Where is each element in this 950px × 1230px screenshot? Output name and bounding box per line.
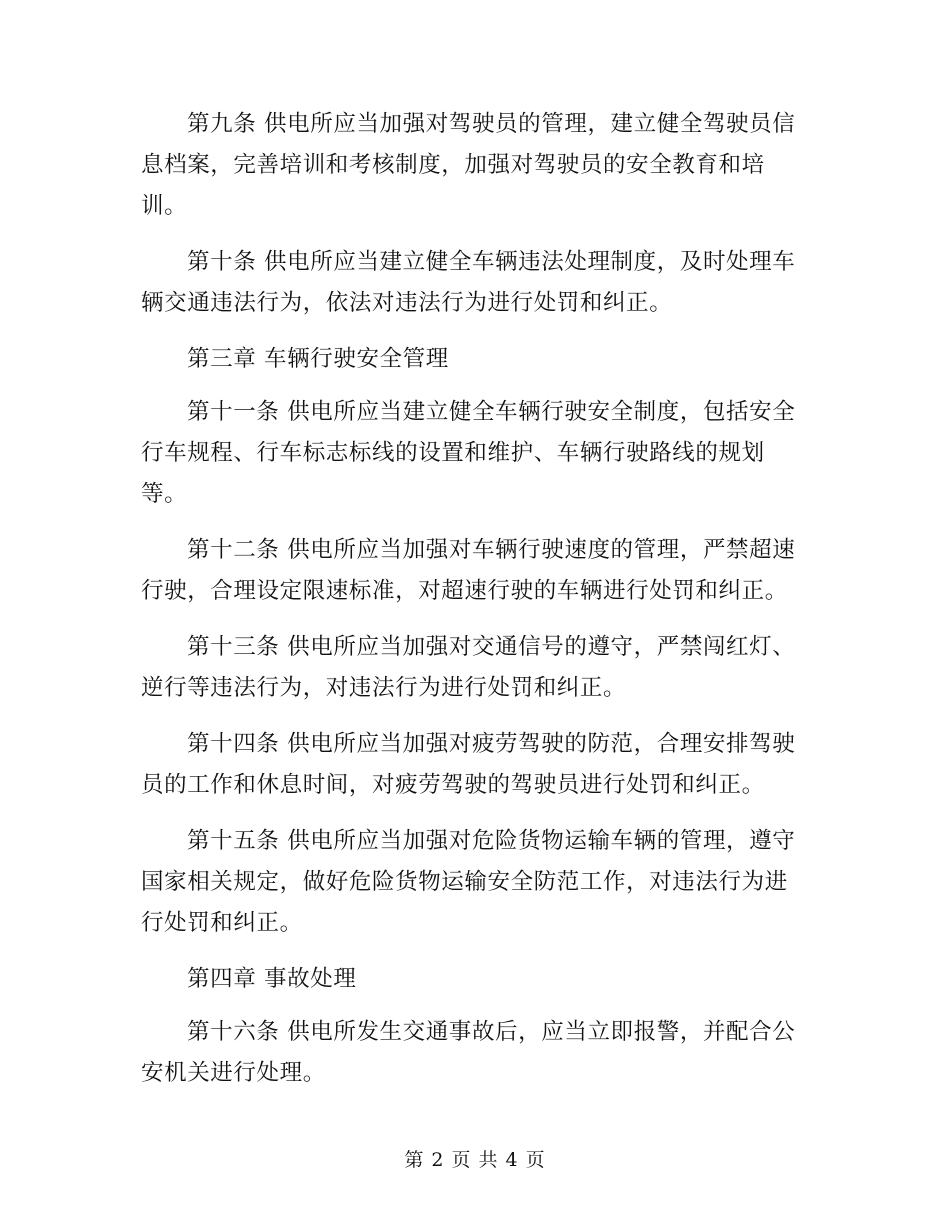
chapter-3-heading: 第三章 车辆行驶安全管理 <box>187 346 449 372</box>
article-10-paragraph: 第十条 供电所应当建立健全车辆违法处理制度，及时处理车辆交通违法行为，依法对违法行为进行处罚和纠正。 <box>141 249 796 316</box>
document-body <box>141 104 809 1109</box>
article-16-paragraph: 第十六条 供电所发生交通事故后，应当立即报警，并配合公安机关进行处理。 <box>141 1019 796 1086</box>
chapter-4-heading: 第四章 事故处理 <box>187 966 357 992</box>
article-12-paragraph: 第十二条 供电所应当加强对车辆行驶速度的管理，严禁超速行驶，合理设定限速标准，对超速行驶的车辆进行处罚和纠正。 <box>141 537 796 604</box>
article-15-paragraph: 第十五条 供电所应当加强对危险货物运输车辆的管理，遵守国家相关规定，做好危险货物运输安全防范工作，对违法行为进行处罚和纠正。 <box>141 828 796 936</box>
article-14-paragraph: 第十四条 供电所应当加强对疲劳驾驶的防范，合理安排驾驶员的工作和休息时间，对疲劳驾驶的驾驶员进行处罚和纠正。 <box>141 731 796 798</box>
page-number-footer: 第 2 页 共 4 页 <box>404 1149 546 1171</box>
article-11-paragraph: 第十一条 供电所应当建立健全车辆行驶安全制度，包括安全行车规程、行车标志标线的设置和维护、车辆行驶路线的规划等。 <box>141 399 796 507</box>
article-9-paragraph: 第九条 供电所应当加强对驾驶员的管理，建立健全驾驶员信息档案，完善培训和考核制度，加强对驾驶员的安全教育和培训。 <box>141 111 796 219</box>
article-13-paragraph: 第十三条 供电所应当加强对交通信号的遵守，严禁闯红灯、逆行等违法行为，对违法行为进行处罚和纠正。 <box>141 634 796 701</box>
